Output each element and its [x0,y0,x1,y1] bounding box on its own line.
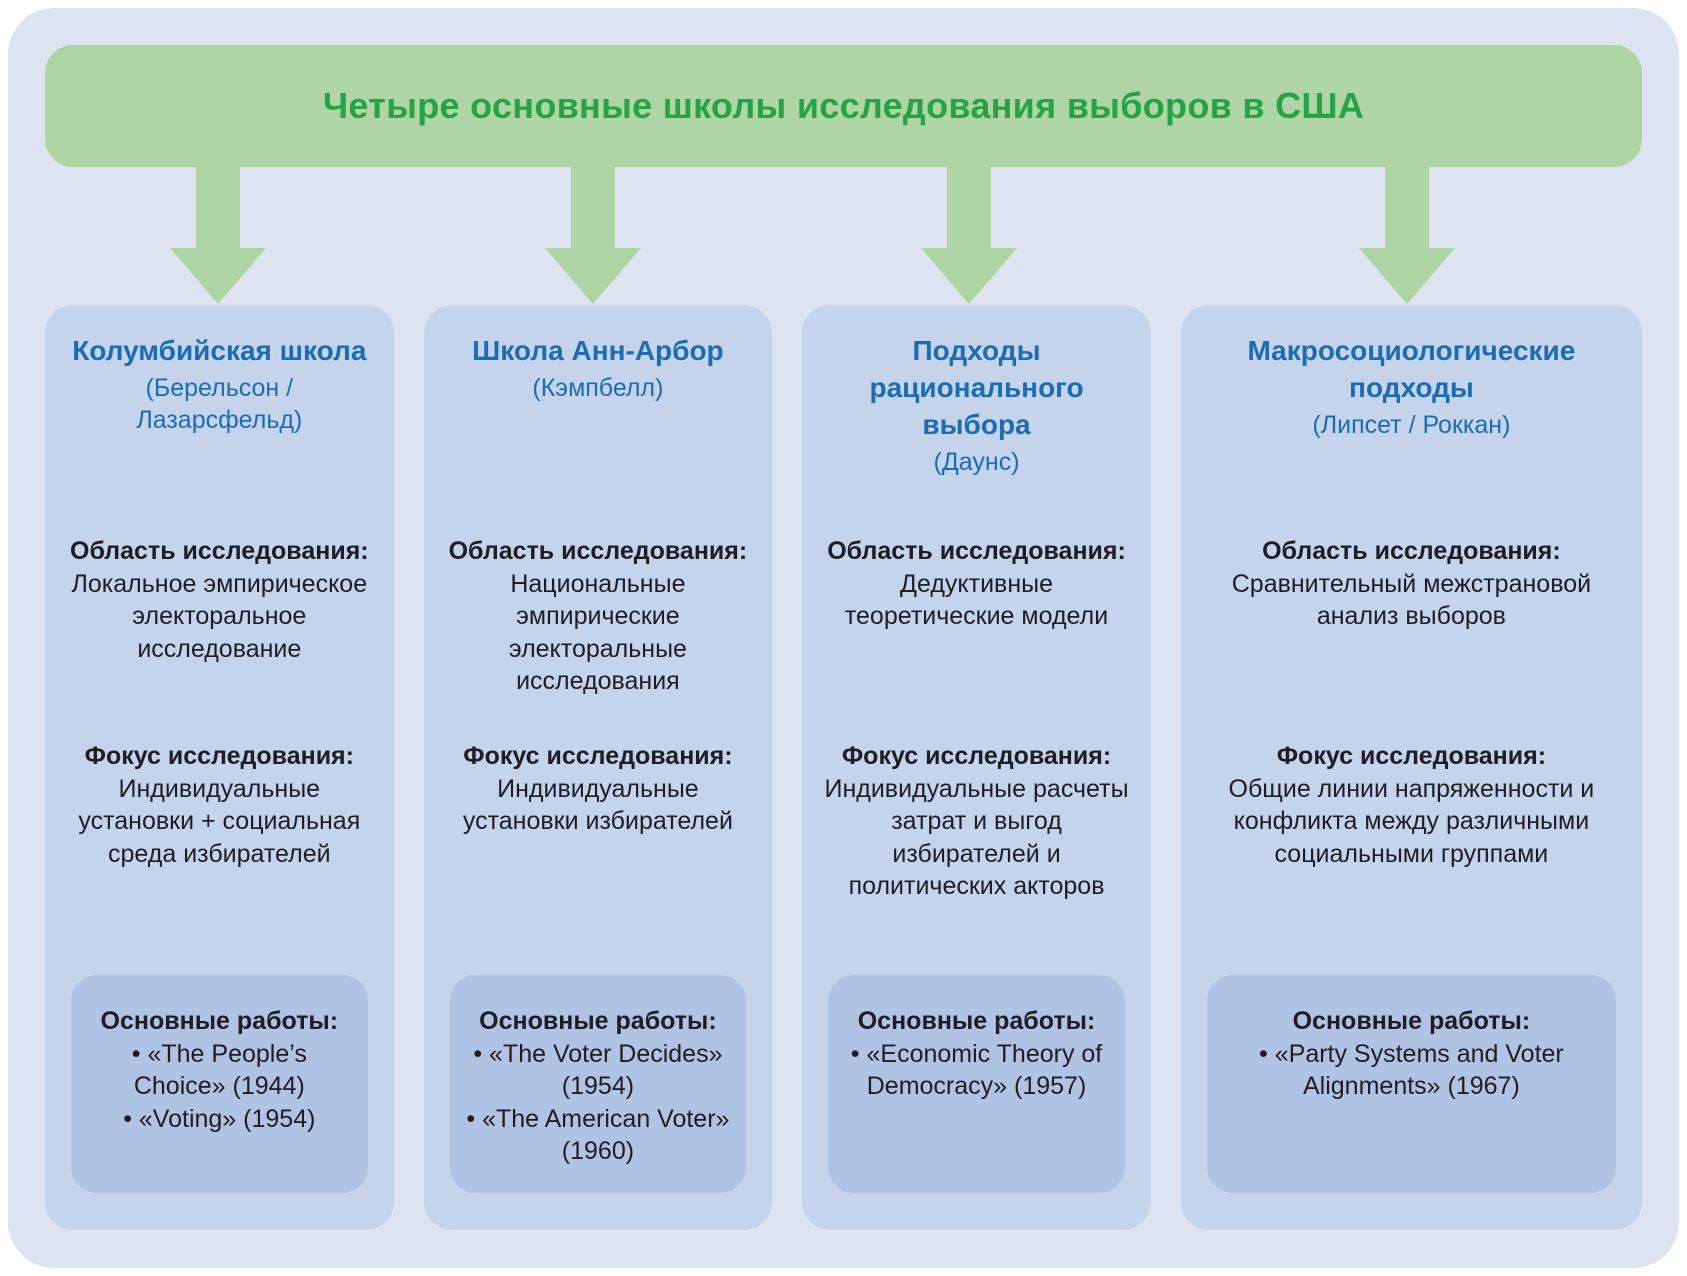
area-section [1199,535,1624,740]
area-text: Локальное эмпирическое электоральное исследование [71,569,368,663]
area-section [820,535,1133,740]
arrows-row [45,167,1642,305]
down-arrow-icon [921,167,1017,304]
down-arrow-icon [545,167,641,304]
works-box [1207,975,1616,1193]
school-card-rational-choice [802,305,1151,1230]
down-arrow-icon [1359,167,1455,304]
school-card-columbia [45,305,394,1230]
diagram-title: Четыре основные школы исследования выборов в США [322,85,1365,126]
school-card-ann-arbor [424,305,773,1230]
work-item: • «Party Systems and Voter Alignments» (1967) [1221,1038,1602,1103]
area-text: Национальные эмпирические электоральные исследования [508,569,687,695]
works-box [828,975,1125,1193]
focus-label: Фокус исследования: [841,742,1112,770]
arrow-cell [796,167,1142,305]
area-label: Область исследования: [70,537,369,565]
arrow-cell [45,167,391,305]
works-label: Основные работы: [1292,1007,1531,1035]
work-item: • «Voting» (1954) [85,1103,354,1136]
school-authors: (Даунс) [933,447,1020,476]
works-label: Основные работы: [100,1007,339,1035]
area-label: Область исследования: [827,537,1126,565]
down-arrow-icon [170,167,266,304]
school-name: Колумбийская школа [72,335,367,366]
diagram-header [45,45,1642,167]
focus-text: Индивидуальные установки + социальная среда избирателей [78,774,361,868]
focus-label: Фокус исследования: [84,742,354,770]
focus-section [442,740,755,975]
school-authors: (Липсет / Роккан) [1312,410,1511,439]
area-text: Сравнительный межстрановой анализ выборов [1231,569,1592,630]
arrow-cell [421,167,767,305]
schools-row [45,305,1642,1230]
area-label: Область исследования: [1262,537,1561,565]
focus-label: Фокус исследования: [1276,742,1547,770]
school-card-macrosociological [1181,305,1642,1230]
school-authors: (Берельсон / Лазарсфельд) [136,373,303,435]
area-label: Область исследования: [448,537,748,565]
area-section [442,535,755,740]
works-box [71,975,368,1193]
focus-text: Индивидуальные расчеты затрат и выгод избирателей и политических акторов [824,774,1129,900]
school-authors: (Кэмпбелл) [532,373,664,402]
school-name: Подходы рационального выбора [869,335,1084,440]
school-title-block [442,333,755,535]
focus-text: Общие линии напряженности и конфликта между различными социальными группами [1228,774,1595,868]
school-name: Макросоциологические подходы [1247,335,1576,403]
focus-section [63,740,376,975]
focus-text: Индивидуальные установки избирателей [462,774,733,835]
focus-label: Фокус исследования: [463,742,733,770]
area-text: Дедуктивные теоретические модели [844,569,1109,630]
work-item: • «The Voter Decides» (1954) [464,1038,733,1103]
area-section [63,535,376,740]
school-title-block [63,333,376,535]
diagram-panel [8,8,1679,1268]
work-item: • «The People’s Choice» (1944) [85,1038,354,1103]
works-label: Основные работы: [479,1007,717,1035]
school-title-block [820,333,1133,535]
works-box [450,975,747,1193]
work-item: • «The American Voter» (1960) [464,1103,733,1168]
school-name: Школа Анн-Арбор [472,335,724,366]
works-label: Основные работы: [857,1007,1096,1035]
work-item: • «Economic Theory of Democracy» (1957) [842,1038,1111,1103]
school-title-block [1199,333,1624,535]
focus-section [820,740,1133,975]
arrow-cell [1172,167,1642,305]
focus-section [1199,740,1624,975]
